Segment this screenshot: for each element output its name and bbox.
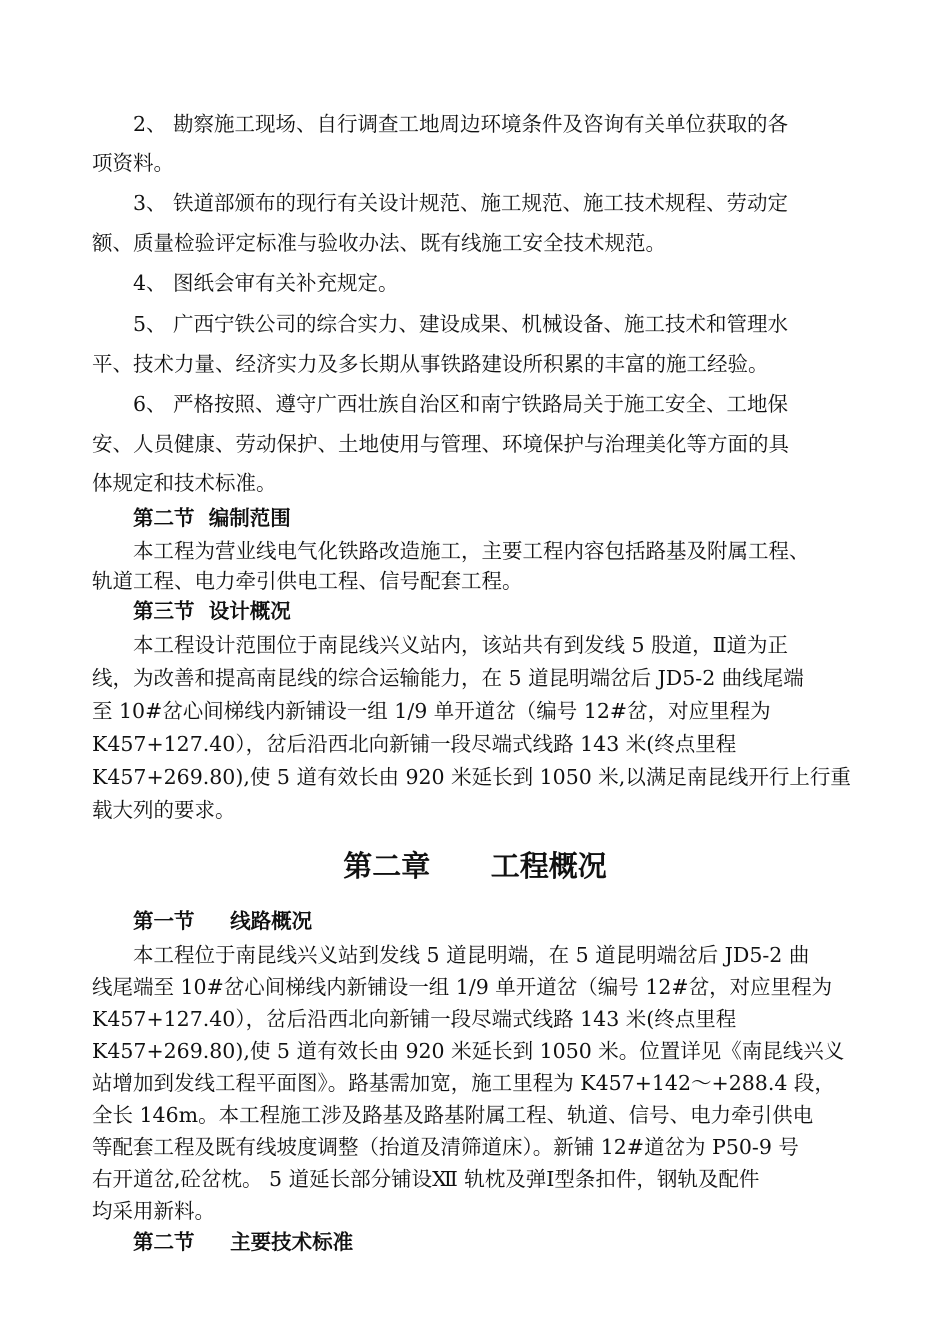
paragraph-line: K457+269.80),使 5 道有效长由 920 米延长到 1050 米。位置详见《南昆线兴义: [92, 1039, 845, 1063]
paragraph-line: 载大列的要求。: [92, 798, 236, 822]
paragraph-line: 右开道岔,砼岔枕。 5 道延长部分铺设Ⅻ 轨枕及弹Ⅰ型条扣件，钢轨及配件: [92, 1167, 760, 1191]
section-heading: 第三节 设计概况: [133, 599, 291, 623]
paragraph-line: 本工程设计范围位于南昆线兴义站内，该站共有到发线 5 股道，Ⅱ道为正: [133, 633, 789, 657]
paragraph-line: 本工程位于南昆线兴义站到发线 5 道昆明端，在 5 道昆明端岔后 JD5-2 曲: [133, 943, 810, 967]
paragraph-line: 体规定和技术标准。: [92, 471, 277, 495]
paragraph-line: 均采用新料。: [92, 1199, 215, 1223]
paragraph-line: 至 10#岔心间梯线内新铺设一组 1/9 单开道岔（编号 12#岔，对应里程为: [92, 699, 771, 723]
section-heading: 第一节 线路概况: [133, 909, 313, 933]
paragraph-line: 项资料。: [92, 151, 174, 175]
paragraph-line: 3、 铁道部颁布的现行有关设计规范、施工规范、施工技术规程、劳动定: [133, 191, 789, 215]
paragraph-line: 全长 146m。本工程施工涉及路基及路基附属工程、轨道、信号、电力牵引供电: [92, 1103, 814, 1127]
paragraph-line: K457+269.80),使 5 道有效长由 920 米延长到 1050 米,以满足南昆线开行上行重: [92, 765, 851, 789]
paragraph-line: 5、 广西宁铁公司的综合实力、建设成果、机械设备、施工技术和管理水: [133, 312, 789, 336]
paragraph-line: 平、技术力量、经济实力及多长期从事铁路建设所积累的丰富的施工经验。: [92, 352, 769, 376]
section-heading: 第二节 主要技术标准: [133, 1230, 354, 1254]
paragraph-line: 6、 严格按照、遵守广西壮族自治区和南宁铁路局关于施工安全、工地保: [133, 392, 789, 416]
paragraph-line: 线尾端至 10#岔心间梯线内新铺设一组 1/9 单开道岔（编号 12#岔，对应里程为: [92, 975, 833, 999]
paragraph-line: 线，为改善和提高南昆线的综合运输能力，在 5 道昆明端岔后 JD5-2 曲线尾端: [92, 666, 804, 690]
paragraph-line: 2、 勘察施工现场、自行调查工地周边环境条件及咨询有关单位获取的各: [133, 112, 789, 136]
section-heading: 第二节 编制范围: [133, 506, 291, 530]
paragraph-line: 站增加到发线工程平面图》。路基需加宽，施工里程为 K457+142～+288.4 段，: [92, 1071, 835, 1095]
paragraph-line: 安、人员健康、劳动保护、土地使用与管理、环境保护与治理美化等方面的具: [92, 432, 789, 456]
paragraph-line: 轨道工程、电力牵引供电工程、信号配套工程。: [92, 569, 523, 593]
chapter-title: 第二章 工程概况: [343, 849, 607, 883]
paragraph-line: 4、 图纸会审有关补充规定。: [133, 271, 399, 295]
paragraph-line: K457+127.40），岔后沿西北向新铺一段尽端式线路 143 米(终点里程: [92, 732, 737, 756]
paragraph-line: 额、质量检验评定标准与验收办法、既有线施工安全技术规范。: [92, 231, 666, 255]
paragraph-line: K457+127.40），岔后沿西北向新铺一段尽端式线路 143 米(终点里程: [92, 1007, 737, 1031]
paragraph-line: 本工程为营业线电气化铁路改造施工，主要工程内容包括路基及附属工程、: [133, 539, 810, 563]
paragraph-line: 等配套工程及既有线坡度调整（抬道及清筛道床）。新铺 12#道岔为 P50-9 号: [92, 1135, 799, 1159]
